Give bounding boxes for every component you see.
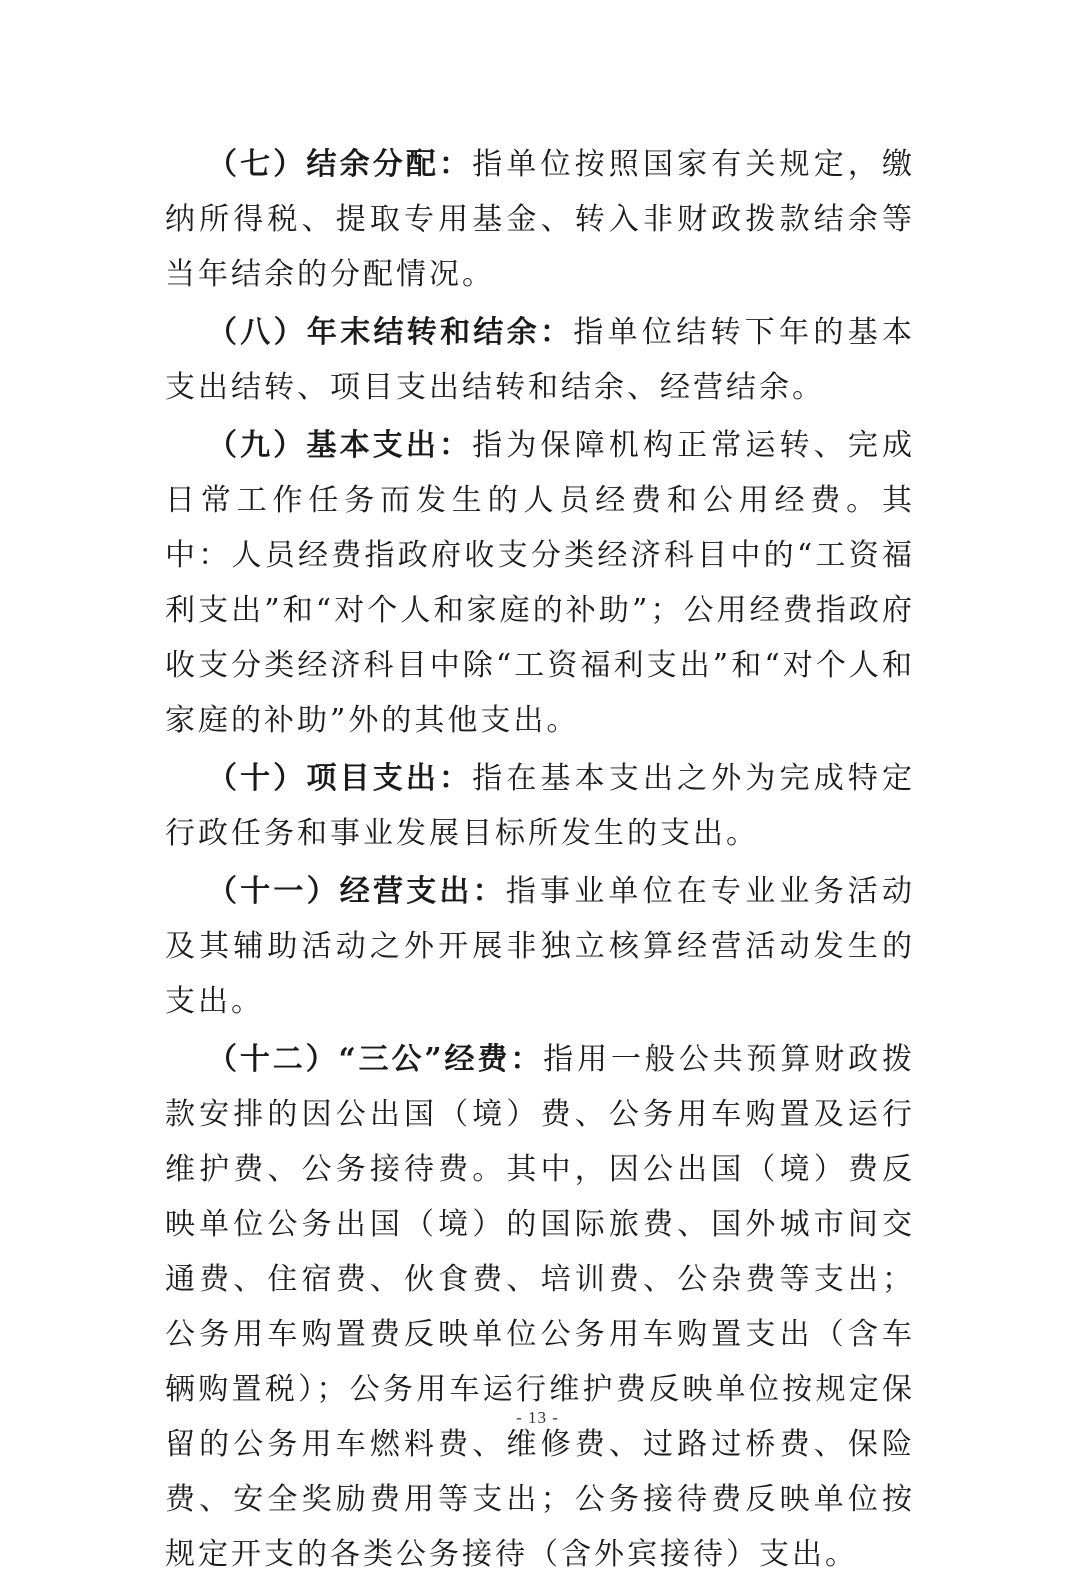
term-heading: （十二）“三公”经费： — [207, 1042, 544, 1077]
term-heading: （七）结余分配： — [207, 147, 473, 182]
term-heading: （十）项目支出： — [207, 761, 473, 796]
term-heading: （十一）经营支出： — [207, 874, 506, 909]
paragraph-11-operating-expenditure — [165, 864, 915, 1029]
term-definition: 指用一般公共预算财政拨款安排的因公出国（境）费、公务用车购置及运行维护费、公务接待费。其中，因公出国（境）费反映单位公务出国（境）的国际旅费、国外城市间交通费、住宿费、伙食费、培训费、公杂费等支出；公务用车购置费反映单位公务用车购置支出（含车辆购置税）；公务用车运行维护费反映单位按规定保留的公务用车燃料费、维修费、过路过桥费、保险费、安全奖励费用等支出；公务接待费反映单位按规定开支的各类公务接待（含外宾接待）支出。 — [165, 1042, 916, 1572]
paragraph-8-year-end-carryover — [165, 305, 915, 415]
term-definition: 指为保障机构正常运转、完成日常工作任务而发生的人员经费和公用经费。其中：人员经费指政府收支分类经济科目中的“工资福利支出”和“对个人和家庭的补助”；公用经费指政府收支分类经济科目中除“工资福利支出”和“对个人和家庭的补助”外的其他支出。 — [165, 428, 916, 738]
paragraph-10-project-expenditure — [165, 751, 915, 861]
paragraph-9-basic-expenditure — [165, 418, 915, 748]
term-heading: （九）基本支出： — [207, 428, 473, 463]
term-definition: 指单位结转下年的基本支出结转、项目支出结转和结余、经营结余。 — [165, 315, 916, 405]
term-heading: （八）年末结转和结余： — [207, 315, 574, 350]
document-body — [165, 137, 915, 1585]
paragraph-12-three-public-expenses — [165, 1032, 915, 1582]
term-definition: 指事业单位在专业业务活动及其辅助活动之外开展非独立核算经营活动发生的支出。 — [165, 874, 916, 1019]
page-number: - 13 - — [516, 1408, 559, 1427]
term-definition: 指单位按照国家有关规定，缴纳所得税、提取专用基金、转入非财政拨款结余等当年结余的分配情况。 — [165, 147, 916, 292]
term-definition: 指在基本支出之外为完成特定行政任务和事业发展目标所发生的支出。 — [165, 761, 916, 851]
paragraph-7-surplus-distribution — [165, 137, 915, 302]
